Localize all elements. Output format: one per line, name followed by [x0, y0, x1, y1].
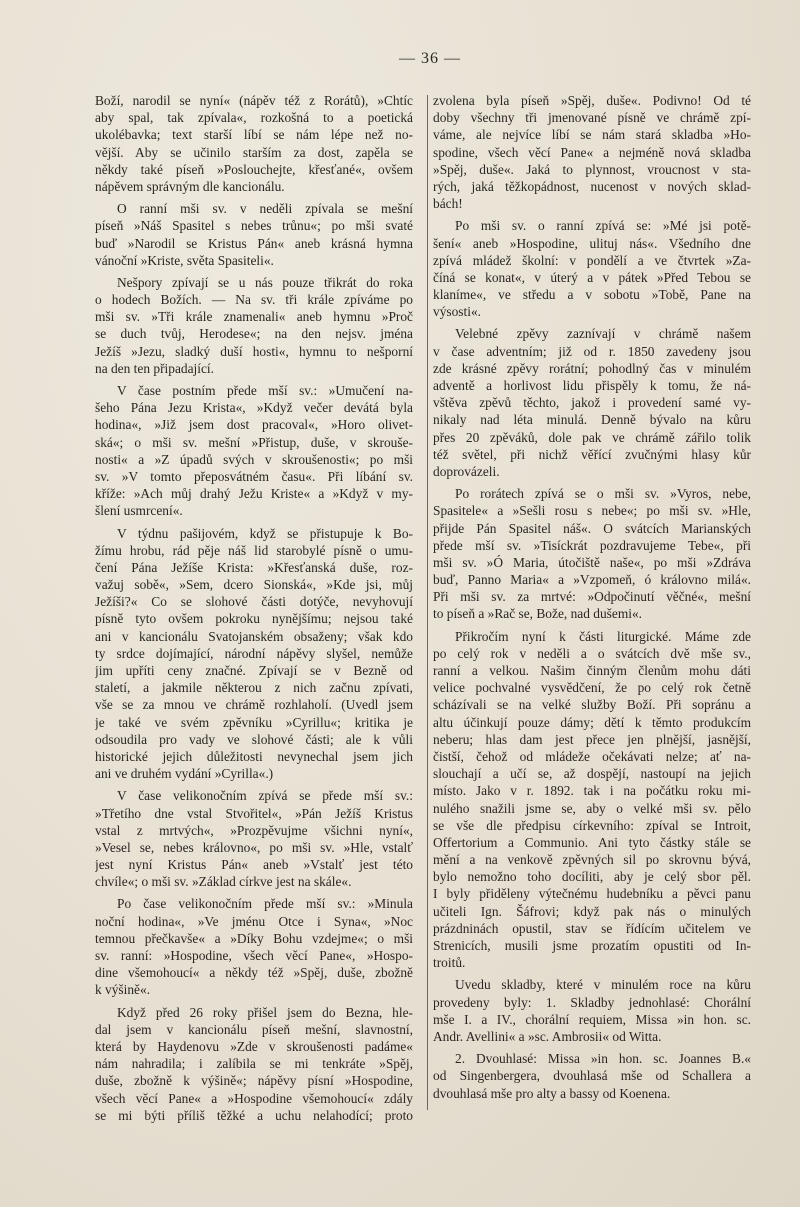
text-line: Nešpory zpívají se u nás pouze třikrát do roka	[117, 274, 413, 290]
text-line: přijde Pán Spasitel náš«. O svátcích Marianských	[433, 520, 751, 536]
text-line: duše, zbožně k výšině«; nápěvy písní »Hospodine,	[95, 1073, 413, 1089]
text-line: Při mši sv. za mrtvé: »Odpočinutí věčné«, mešní	[433, 589, 751, 605]
text-column-left	[95, 92, 413, 1129]
text-line: I byly přiděleny výtečnému hudebníku a pěvci panu	[433, 886, 751, 902]
text-line: Uvedu skladby, které v minulém roce na kůru	[455, 977, 751, 993]
text-line: zvolena byla píseň »Spěj, duše«. Podivno! Od té	[433, 93, 751, 108]
paragraph	[433, 976, 751, 1045]
text-line: doby všechny tři jmenované písně ve chrámě zpí-	[433, 110, 751, 126]
text-line: mši sv. »Ó Maria, útočiště naše«, po mši »Zdráva	[433, 554, 751, 570]
text-line: Strenicích, musili jsme prozatím opustiti od In-	[433, 938, 751, 953]
text-line: V čase postním přede mší sv.: »Umučení na-	[117, 383, 413, 398]
text-line: váme, ale nejvíce líbí se nám stará skladba »Ho-	[433, 127, 751, 143]
text-line: ukolébavka; text starší líbí se nám lépe než no-	[95, 127, 413, 143]
text-line: šlení usmrcení«.	[95, 503, 183, 519]
text-line: písně tyto ovšem pokroku nynějšímu; nejsou také	[95, 611, 413, 627]
text-line: nám nahradila; i zalíbila se mi tenkráte »Spěj,	[95, 1056, 413, 1072]
text-line: adventě a horlivost lidu přispěly k tomu, že ná-	[433, 378, 751, 393]
text-line: Offertorium a Communio. Ani tyto částky stále se	[433, 834, 751, 850]
text-line: Po mši sv. o ranní zpívá se: »Mé jsi potě-	[455, 218, 751, 234]
text-line: V týdnu pašijovém, když se přistupuje k Bo-	[117, 525, 413, 541]
text-line: číná se konat«, v úterý a v pátek »Před Tebou se	[433, 269, 751, 285]
text-line: 2. Dvouhlasé: Missa »in hon. sc. Joannes B.«	[455, 1051, 751, 1067]
text-line: sv. ranní: »Hospodine, všech věcí Pane«, »Hospo-	[95, 948, 413, 963]
text-line: ranní a velkou. Našim činným členům mohu dáti	[433, 663, 751, 678]
text-line: mše I. a IV., chorální requiem, Missa »in hon. sc.	[433, 1011, 751, 1027]
text-line: Velebné zpěvy zaznívají v chrámě našem	[455, 326, 751, 342]
paragraph	[95, 382, 413, 520]
paragraph	[433, 92, 751, 212]
text-line: vánoční »Kriste, světa Spasiteli«.	[95, 252, 274, 268]
text-line: velice pochvalné vysvědčení, že po celý rok četně	[433, 680, 751, 696]
text-line: vstal z mrtvých«, »Prozpěvujme všichni nyní«,	[95, 822, 413, 838]
paragraph	[95, 1004, 413, 1124]
text-line: šení« aneb »Hospodine, ulituj nás«. Všedního dne	[433, 235, 751, 251]
column-rule	[427, 95, 428, 1110]
text-line: učiteli Ign. Šáfrovi; když pak nás o minulých	[433, 903, 751, 919]
text-line: nosti« a »Z úpadů svých v skroušenosti«; po mši	[95, 451, 413, 467]
text-line: slouchají a učí se, až dospějí, nastoupí na jejich	[433, 766, 751, 782]
text-line: buď »Narodil se Kristus Pán« aneb krásná hymna	[95, 235, 413, 251]
text-line: sv. »V tomto přeposvátném času«. Při líbání sv.	[95, 468, 413, 484]
text-line: noční hodina«, »Ve jménu Otce i Syna«, »Noc	[95, 913, 413, 929]
text-line: Ježíši?« Co se slohové části dotýče, nevyhovují	[95, 594, 413, 610]
text-line: dvouhlasá mše pro alty a bassy od Koenena.	[433, 1085, 671, 1101]
text-line: výsosti«.	[433, 304, 481, 320]
text-line: dal jsem v kancionálu píseň mešní, slavnostní,	[95, 1021, 413, 1037]
text-line: nikaly nad léta minulá. Denně bývalo na kůru	[433, 412, 751, 428]
text-line: ty srdce dojímající, národní nápěvy slyšel, nemůže	[95, 645, 413, 661]
text-line: ská«; o mši sv. mešní »Přistup, duše, v skrouše-	[95, 434, 413, 450]
text-line: temnou přečkavše« a »Díky Bohu vzdejme«; o mši	[95, 930, 413, 946]
text-line: altu účinkují pouze dámy; dětí k těmto produkcím	[433, 714, 751, 730]
text-line: provedeny byly: 1. Skladby jednohlasé: Chorální	[433, 994, 751, 1010]
text-line: historické jejich důležitosti nevynechal jsem jich	[95, 748, 413, 764]
text-line: čení Pána Ježíše Krista: »Křesťanská duše, roz-	[95, 559, 413, 575]
text-line: mši sv. »Tři krále znamenali« aneb hymnu »Proč	[95, 309, 413, 325]
paragraph	[433, 217, 751, 320]
text-line: to píseň a »Rač se, Bože, nad dušemi«.	[433, 606, 642, 622]
text-column-right	[433, 92, 751, 1107]
paragraph	[95, 92, 413, 195]
text-line: spodine, všech věcí Pane« a nejméně nová skladba	[433, 144, 751, 160]
text-line: žímu hrobu, rád pěje náš lid starobylé písně o umu-	[95, 542, 413, 558]
text-line: se duch tvůj, Herodese«; na den nejsv. jména	[95, 326, 413, 342]
text-line: zpívá mládež školní: v pondělí a ve čtvrtek »Za-	[433, 252, 751, 268]
text-line: se mi býti příliš těžké a uchu nelahodící; proto	[95, 1107, 413, 1123]
text-line: bylo nemožno toho docíliti, aby je celý sbor pěl.	[433, 869, 751, 885]
text-line: neberu; hlas dam jest přece jen plnější, jasnější,	[433, 731, 751, 747]
text-line: doprovázeli.	[433, 463, 500, 479]
text-line: o hodech Božích. — Na sv. tři krále zpíváme po	[95, 292, 413, 308]
text-line: V čase velikonočním zpívá se přede mší sv.:	[117, 788, 413, 804]
text-line: kříže: »Ach můj drahý Ježu Kriste« a »Když v my-	[95, 486, 413, 502]
text-line: jim upříti ceny značné. Zpívají se v Bezně od	[95, 663, 413, 678]
paragraph	[95, 787, 413, 890]
text-line: aby spal, tak zpívala«, rozkošná to a poetická	[95, 110, 413, 126]
paragraph	[433, 325, 751, 480]
text-line: važuj sobě«, »Sem, dcero Sionská«, »Kde jsi, můj	[95, 577, 413, 593]
text-line: rých, jaká těžkopádnost, nucenost v nových sklad-	[433, 178, 751, 194]
paragraph	[95, 895, 413, 998]
text-line: jest nyní Kristus Pán« aneb »Vstalť jest této	[95, 857, 413, 873]
text-line: Po rorátech zpívá se o mši sv. »Vyros, nebe,	[455, 486, 751, 502]
text-line: Přikročím nyní k části liturgické. Máme zde	[455, 628, 751, 644]
page-number: — 36 —	[399, 50, 461, 67]
text-line: od Singenbergera, dvouhlasá mše od Schallera a	[433, 1068, 751, 1084]
text-line: dine všemohoucí« a někdy též »Spěj, duše, zbožně	[95, 965, 413, 981]
text-line: je také ve svém zpěvníku »Cyrillu«; kritika je	[95, 714, 413, 730]
text-line: která by Haydenovu »Zde v skroušenosti padáme«	[95, 1038, 413, 1054]
text-line: Andr. Avellini« a »sc. Ambrosii« od Witta.	[433, 1028, 662, 1044]
text-line: někdy také píseň »Poslouchejte, křesťané«, ovšem	[95, 161, 413, 177]
paragraph	[95, 274, 413, 377]
text-line: »Třetího dne vstal Stvořitel«, »Pán Ježíš Kristus	[95, 805, 413, 821]
text-line: mění a na venkově zpěvných sil po skrovnu bývá,	[433, 852, 751, 868]
text-line: »Vesel se, nebes královno«, po mši sv. »Hle, vstalť	[95, 839, 413, 855]
text-line: čistší, čehož od mládeže očekávati nelze; ať na-	[433, 748, 751, 764]
text-line: troitů.	[433, 955, 466, 971]
text-line: zde krásné zpěvy rorátní; pohodlný čas v minulém	[433, 360, 751, 376]
paragraph	[433, 485, 751, 623]
text-line: Když před 26 roky přišel jsem do Bezna, hle-	[117, 1004, 413, 1020]
text-line: Spasitele« a »Sešli rosu s nebe«; po mši sv. »Hle,	[433, 503, 751, 519]
text-line: vější. Aby se učinilo starším za dost, zapěla se	[95, 144, 413, 160]
text-line: bách!	[433, 196, 463, 212]
text-line: staletí, a jakmile některou z nich začnu zpívati,	[95, 680, 413, 696]
paragraph	[95, 200, 413, 269]
text-line: buď, Panno Maria« a »Vzpomeň, ó královno milá«.	[433, 572, 751, 588]
text-line: chvíle«; o mši sv. »Základ církve jest na skále«.	[95, 874, 352, 890]
text-line: přes 20 zpěváků, dole pak ve chrámě zářilo tolik	[433, 429, 751, 445]
text-line: místo. Jako v r. 1892. tak i na počátku roku mi-	[433, 783, 751, 799]
text-line: »Spěj, duše«. Jaká to plynnost, vroucnost v sta-	[433, 161, 751, 177]
text-line: O ranní mši sv. v neděli zpívala se mešní	[117, 201, 413, 217]
text-line: ani ve druhém vydání »Cyrilla«.)	[95, 766, 274, 782]
text-line: scházívali se na velké služby Boží. Při sopránu a	[433, 697, 751, 713]
paragraph	[95, 525, 413, 783]
text-line: Ježíš »Jezu, sladký duší hosti«, hymnu to nešporní	[95, 343, 413, 359]
text-line: ani v kancionálu Svatojanském obsaženy; však kdo	[95, 628, 413, 644]
text-line: hodina«, »Již jsem dost pracoval«, »Horo olivet-	[95, 417, 413, 433]
text-line: vštěva zpěvů těchto, jakož i provedení samé vy-	[433, 395, 751, 411]
text-line: po celý rok v neděli a o svátcích dvě mše sv.,	[433, 645, 751, 661]
text-line: Po čase velikonočním přede mší sv.: »Minula	[117, 896, 413, 912]
text-line: klaníme«, ve středu a v sobotu »Tobě, Pane na	[433, 287, 751, 303]
text-line: na den ten připadající.	[95, 360, 214, 376]
text-line: prázdninách opustil, stav se řídícím učitelem ve	[433, 920, 751, 936]
text-line: nulého snažili jsme se, aby o velké mši sv. pělo	[433, 800, 751, 816]
text-line: šeho Pána Jezu Krista«, »Když večer devátá byla	[95, 400, 413, 416]
text-line: vše se za mnou ve chrámě rozhlaholí. (Uvedl jsem	[95, 697, 413, 713]
text-line: píseň »Náš Spasitel s nebes trůnu«; po mši svaté	[95, 218, 413, 234]
text-line: přede mší sv. »Tisíckrát pozdravujeme Tebe«, při	[433, 537, 751, 553]
text-line: k výšině«.	[95, 982, 151, 998]
text-line: se vše dle předpisu církevního: zpíval se Introit,	[433, 817, 751, 833]
text-line: též světel, při nichž věřící zvučnými hlasy kůr	[433, 446, 751, 462]
text-line: nápěvem správným dle kancionálu.	[95, 178, 285, 194]
paragraph	[433, 628, 751, 972]
text-line: Boží, narodil se nyní« (nápěv též z Rorátů), »Chtíc	[95, 93, 413, 108]
text-line: v čase adventním; již od r. 1850 zavedeny jsou	[433, 343, 751, 359]
text-line: všech věcí Pane« a »Hospodine všemohoucí« zdály	[95, 1090, 413, 1106]
text-line: odsoudila pro vady ve slohové části; ale k vůli	[95, 731, 413, 747]
paragraph	[433, 1050, 751, 1102]
